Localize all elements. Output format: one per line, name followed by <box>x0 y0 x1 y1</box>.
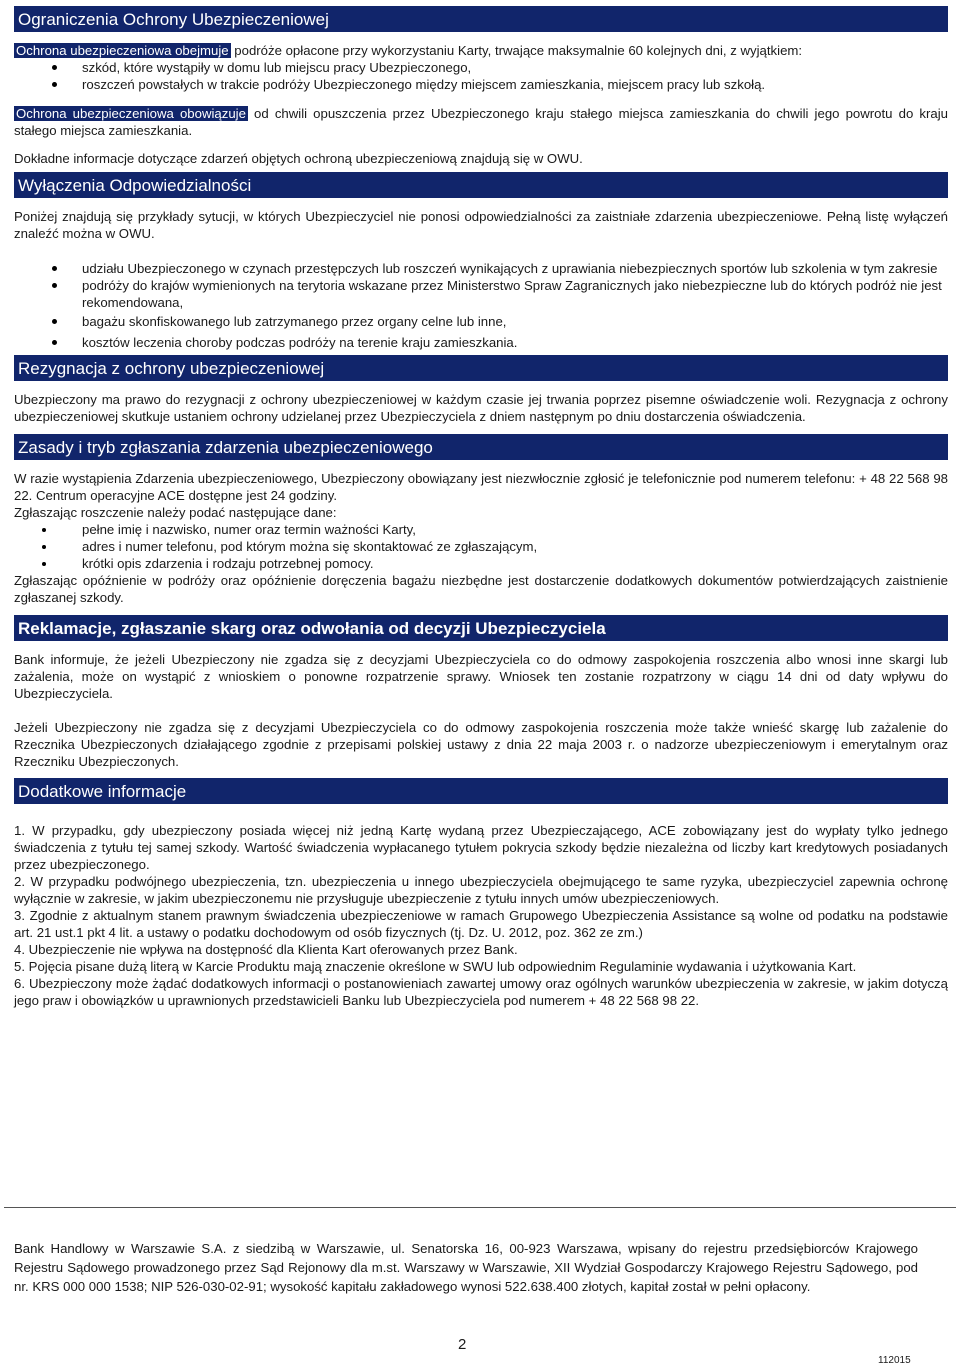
list-item: 4. Ubezpieczenie nie wpływa na dostępność dla Klienta Kart oferowanych przez Bank. <box>14 942 518 957</box>
section-heading-ograniczenia: Ograniczenia Ochrony Ubezpieczeniowej <box>14 6 948 32</box>
list-item: 3. Zgodnie z aktualnym stanem prawnym świadczenia ubezpieczeniowe w ramach Grupowego Ubezpieczenia Assistance są wolne od podatku na podstawie art. 21 ust.1 pkt 4 lit. a ustawy o podatku dochodowym od osób fizycznych (tj. Dz. U. 2012, poz. 362 ze zm.) <box>14 908 948 940</box>
coverage-scope-highlight: Ochrona ubezpieczeniowa obejmuje <box>16 43 229 58</box>
delay-documents-paragraph: Zgłaszając opóźnienie w podróży oraz opóźnienie doręczenia bagażu niezbędne jest dostarczenie dodatkowych dokumentów potwierdzających zaistnienie zgłaszanej szkody. <box>14 573 948 605</box>
page-number: 2 <box>458 1336 467 1353</box>
document-page <box>14 6 948 1009</box>
list-item: bagażu skonfiskowanego lub zatrzymanego przez organy celne lub inne, <box>14 313 948 330</box>
section-heading-zasady: Zasady i tryb zgłaszania zdarzenia ubezpieczeniowego <box>14 434 948 460</box>
complaint-paragraph-1: Bank informuje, że jeżeli Ubezpieczony nie zgadza się z decyzjami Ubezpieczyciela co do odmowy zaspokojenia roszczenia albo wnosi inne skargi lub zażalenia, może on wystąpić z wnioskiem o ponowne rozpatrzenie sprawy. Wniosek ten zostanie rozpatrzony w ciągu 14 dni od daty wpływu do Ubezpieczyciela. <box>14 652 948 701</box>
complaint-paragraph-2: Jeżeli Ubezpieczony nie zgadza się z decyzjami Ubezpieczyciela co do odmowy zaspokojenia roszczenia może także wnieść skargę lub zażalenie do Rzecznika Ubezpieczonych działającego zgodnie z przepisami polskiej ustawy z dnia 22 maja 2003 r. o nadzorze ubezpieczeniowym i emerytalnym oraz Rzeczniku Ubezpieczonych. <box>14 720 948 769</box>
list-item: kosztów leczenia choroby podczas podróży na terenie kraju zamieszkania. <box>14 334 948 351</box>
list-item: adres i numer telefonu, pod którym można się skontaktować ze zgłaszającym, <box>14 538 948 555</box>
claim-report-paragraph: W razie wystąpienia Zdarzenia ubezpieczeniowego, Ubezpieczony obowiązany jest niezwłocznie zgłosić je telefonicznie pod numerem telefonu: + 48 22 568 98 22. Centrum operacyjne ACE dostępne jest 24 godziny. <box>14 471 948 503</box>
claim-data-list <box>14 521 948 572</box>
section-heading-wylaczenia: Wyłączenia Odpowiedzialności <box>14 172 948 198</box>
list-item: pełne imię i nazwisko, numer oraz termin ważności Karty, <box>14 521 948 538</box>
section-heading-dodatkowe: Dodatkowe informacje <box>14 778 948 804</box>
footer-company-info: Bank Handlowy w Warszawie S.A. z siedzibą w Warszawie, ul. Senatorska 16, 00-923 Warszawa, wpisany do rejestru przedsiębiorców Krajowego Rejestru Sądowego prowadzonego przez Sąd Rejonowy dla m.st. Warszawy w Warszawie, XII Wydział Gospodarczy Krajowego Rejestru Sądowego, pod nr. KRS 000 000 1538; NIP 526-030-02-91; wysokość kapitału zakładowego wynosi 522.638.400 złotych, kapitał został w pełni opłacony. <box>14 1241 918 1294</box>
coverage-validity-text: od chwili opuszczenia przez Ubezpieczonego kraju stałego miejsca zamieszkania do chwili jego powrotu do kraju stałego miejsca zamieszkania. <box>14 106 948 138</box>
list-item: szkód, które wystąpiły w domu lub miejscu pracy Ubezpieczonego, <box>14 59 948 76</box>
list-item: podróży do krajów wymienionych na terytoria wskazane przez Ministerstwo Spraw Zagranicznych jako niebezpieczne lub do których podróż nie jest rekomendowana, <box>14 277 948 311</box>
section-heading-rezygnacja: Rezygnacja z ochrony ubezpieczeniowej <box>14 355 948 381</box>
claim-data-intro: Zgłaszając roszczenie należy podać następujące dane: <box>14 505 337 520</box>
exclusions-list <box>14 260 948 351</box>
list-item: roszczeń powstałych w trakcie podróży Ubezpieczonego między miejscem zamieszkania, miejscem pracy lub szkołą. <box>14 76 948 93</box>
coverage-scope-paragraph <box>14 42 948 59</box>
exclusions-short-list <box>14 59 948 93</box>
coverage-validity-highlight: Ochrona ubezpieczeniowa obowiązuje <box>16 106 246 121</box>
resignation-paragraph: Ubezpieczony ma prawo do rezygnacji z ochrony ubezpieczeniowej w każdym czasie jej trwania poprzez pisemne oświadczenie woli. Rezygnacja z ochrony ubezpieczeniowej skutkuje ustaniem ochrony udzielanej przez Ubezpieczyciela z dniem następnym po dniu dostarczenia oświadczenia. <box>14 392 948 424</box>
additional-info-list <box>14 822 948 1009</box>
owu-info-paragraph: Dokładne informacje dotyczące zdarzeń objętych ochroną ubezpieczeniową znajdują się w OWU. <box>14 151 583 166</box>
exclusions-intro-paragraph: Poniżej znajdują się przykłady sytucji, w których Ubezpieczyciel nie ponosi odpowiedzialności za zaistniałe zdarzenia ubezpieczeniowe. Pełną listę wyłączeń znaleźć można w OWU. <box>14 209 948 241</box>
list-item: 1. W przypadku, gdy ubezpieczony posiada więcej niż jedną Kartę wydaną przez Ubezpieczającego, ACE zobowiązany jest do wypłaty tylko jednego świadczenia z tytułu tej samej szkody. Wartość świadczenia wypłacanego tytułem pokrycia szkody będzie niezależna od liczby kart kredytowych posiadanych przez ubezpieczonego. <box>14 823 948 872</box>
list-item: 5. Pojęcia pisane dużą literą w Karcie Produktu mają znaczenie określone w SWU lub odpowiednim Regulaminie wydawania i użytkowania Kart. <box>14 959 857 974</box>
list-item: 2. W przypadku podwójnego ubezpieczenia, tzn. ubezpieczenia u innego ubezpieczyciela obejmującego te same ryzyka, ubezpieczyciel zapewnia ochronę wyłącznie w zakresie, w jakim ubezpieczonemu nie przysługuje ubezpieczenie z tytułu innych umów ubezpieczeniowych. <box>14 874 948 906</box>
coverage-validity-paragraph <box>14 105 948 139</box>
list-item: 6. Ubezpieczony może żądać dodatkowych informacji o postanowieniach zawartej umowy oraz ogólnych warunków ubezpieczenia w zakresie, w jakim dotyczą jego praw i obowiązków u uprawnionych przedstawicieli Banku lub Ubezpieczyciela pod numerem + 48 22 568 98 22. <box>14 976 948 1008</box>
footer-divider <box>4 1207 956 1208</box>
coverage-scope-text: podróże opłacone przy wykorzystaniu Karty, trwające maksymalnie 60 kolejnych dni, z wyjątkiem: <box>230 43 803 58</box>
section-heading-reklamacje: Reklamacje, zgłaszanie skarg oraz odwołania od decyzji Ubezpieczyciela <box>14 615 948 641</box>
list-item: udziału Ubezpieczonego w czynach przestępczych lub roszczeń wynikających z uprawiania niebezpiecznych sportów lub szkolenia w tym zakresie <box>14 260 948 277</box>
document-code: 112015 <box>878 1355 911 1365</box>
list-item: krótki opis zdarzenia i rodzaju potrzebnej pomocy. <box>14 555 948 572</box>
